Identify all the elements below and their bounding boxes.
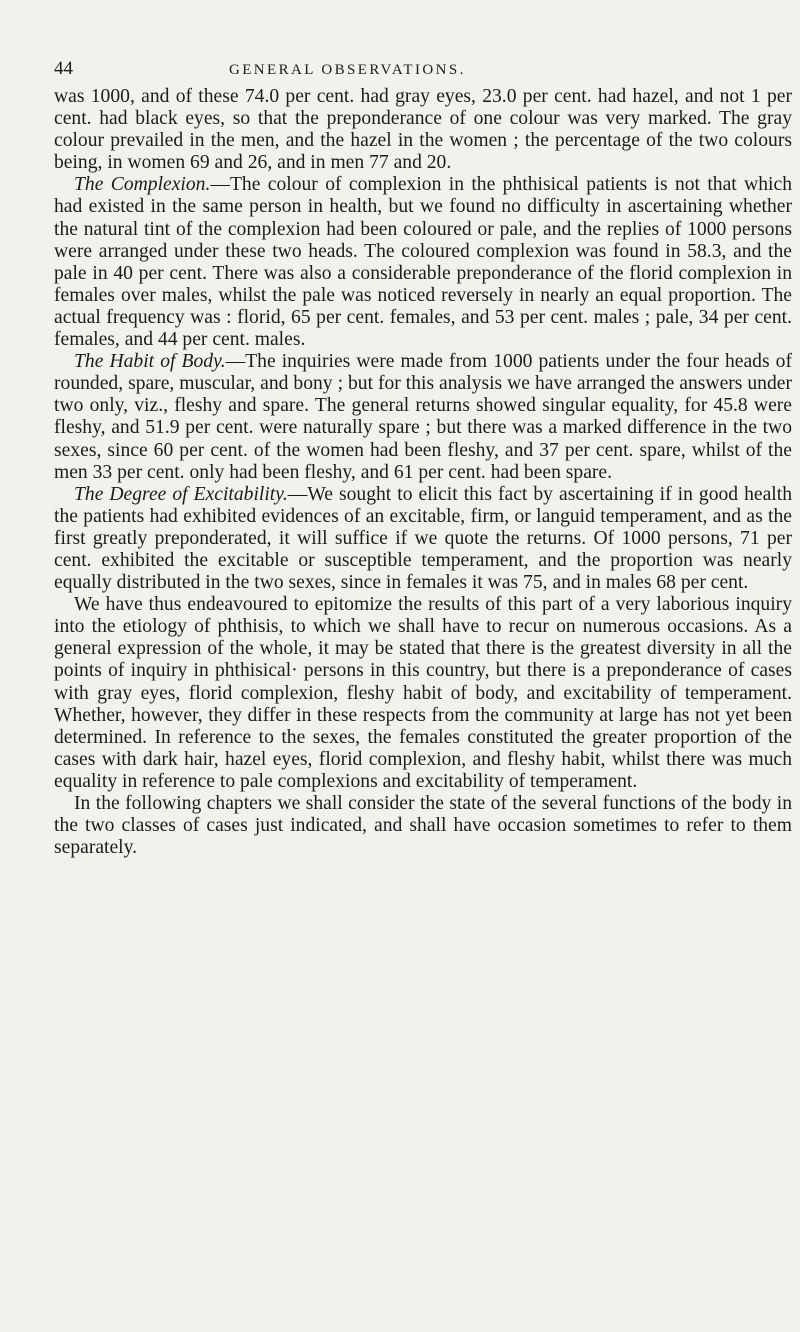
paragraph-text: —We sought to elicit this fact by ascertaining if in good health the patients had exhibited evidences of an excitable, firm, or languid temperament, and as the first greatly preponderated, it will suffice if we quote the returns. Of 1000 persons, 71 per cent. exhibited the excitable or susceptible temperament, and the proportion was nearly equally distributed in the two sexes, since in females it was 75, and in males 68 per cent.	[54, 483, 792, 594]
section-heading-habit-of-body: The Habit of Body.	[74, 351, 226, 373]
paragraph-text: —The colour of complexion in the phthisical patients is not that which had existed in the same person in health, but we found no difficulty in ascertaining whether the natural tint of the complexion had been coloured or pale, and the replies of 1000 persons were arranged under these two heads. The coloured complexion was found in 58.3, and the pale in 40 per cent. There was also a considerable preponderance of the florid complexion in females over males, whilst the pale was noticed reversely in nearly an equal proportion. The actual frequency was : florid, 65 per cent. females, and 53 per cent. males ; pale, 34 per cent. females, and 44 per cent. males.	[54, 174, 792, 351]
page-number: 44	[54, 58, 73, 79]
paragraph-text: We have thus endeavoured to epitomize the results of this part of a very laborious inquiry into the etiology of phthisis, to which we shall have to recur on numerous occasions. As a general expression of the whole, it may be stated that there is the greatest diversity in all the points of inquiry in phthisical· persons in this country, but there is a preponderance of cases with gray eyes, florid complexion, fleshy habit of body, and excitability of temperament. Whether, however, they differ in these respects from the community at large has not yet been determined. In reference to the sexes, the females constituted the greater proportion of the cases with dark hair, hazel eyes, florid complexion, and fleshy habit, whilst there was much equality in reference to pale complexions and excitability of temperament.	[54, 594, 792, 792]
running-title: GENERAL OBSERVATIONS.	[229, 62, 466, 78]
book-page	[54, 58, 792, 859]
paragraph-excitability	[54, 484, 792, 594]
page-header	[54, 58, 792, 84]
paragraph-habit-of-body	[54, 351, 792, 484]
body-text	[54, 86, 792, 859]
paragraph-following-chapters	[54, 793, 792, 859]
section-heading-complexion: The Complexion.	[74, 174, 211, 196]
paragraph-complexion	[54, 174, 792, 351]
paragraph-eye-colour	[54, 86, 792, 174]
paragraph-text: In the following chapters we shall consider the state of the several functions of the body in the two classes of cases just indicated, and shall have occasion sometimes to refer to them separately.	[54, 793, 792, 859]
paragraph-text: —The inquiries were made from 1000 patients under the four heads of rounded, spare, muscular, and bony ; but for this analysis we have arranged the answers under two only, viz., fleshy and spare. The general returns showed singular equality, for 45.8 were fleshy, and 51.9 per cent. were naturally spare ; but there was a marked difference in the two sexes, since 60 per cent. of the women had been fleshy, and 37 per cent. spare, whilst of the men 33 per cent. only had been fleshy, and 61 per cent. had been spare.	[54, 351, 792, 483]
paragraph-summary	[54, 594, 792, 793]
section-heading-excitability: The Degree of Excitability.	[74, 483, 288, 505]
paragraph-text: was 1000, and of these 74.0 per cent. had gray eyes, 23.0 per cent. had hazel, and not 1 per cent. had black eyes, so that the preponderance of one colour was very marked. The gray colour prevailed in the men, and the hazel in the women ; the percentage of the two colours being, in women 69 and 26, and in men 77 and 20.	[54, 86, 792, 174]
